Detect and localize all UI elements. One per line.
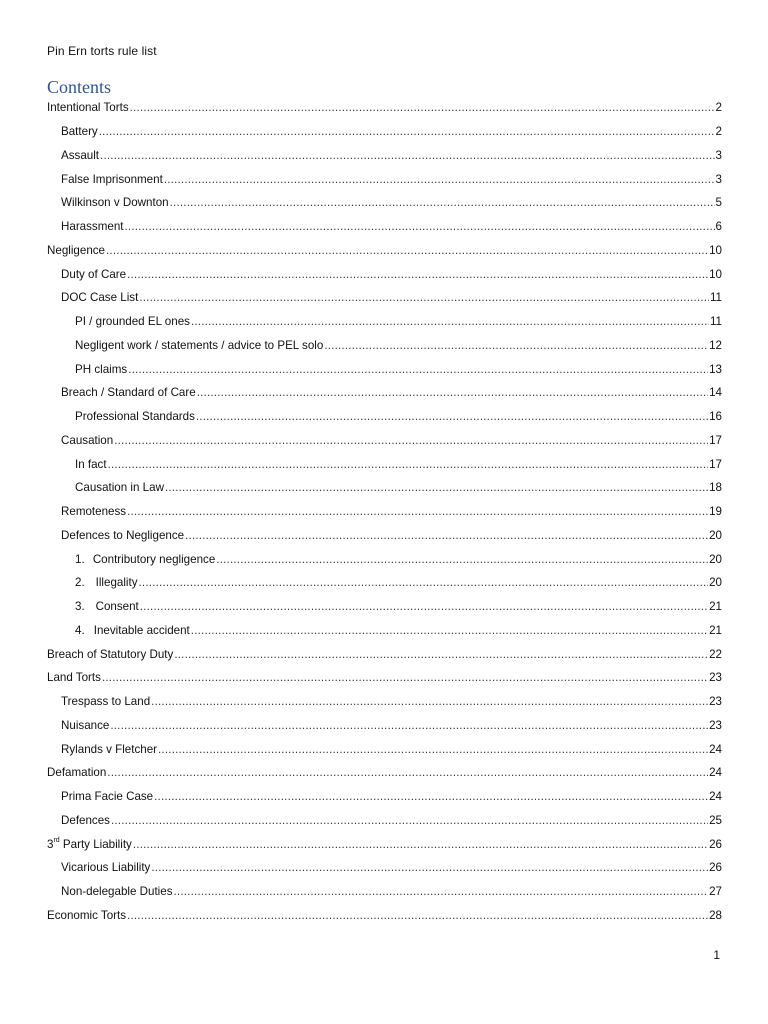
toc-entry-label: In fact <box>75 457 107 471</box>
toc-entry-page: 20 <box>709 528 722 542</box>
toc-entry[interactable] <box>47 476 722 500</box>
toc-entry-page: 5 <box>715 196 722 210</box>
toc-dot-leader <box>108 458 709 471</box>
toc-entry[interactable] <box>47 904 722 928</box>
toc-entry-page: 2 <box>715 101 722 115</box>
toc-entry[interactable] <box>47 167 722 191</box>
toc-entry-page: 17 <box>709 433 722 447</box>
toc-entry-page: 21 <box>709 623 722 637</box>
toc-entry-page: 28 <box>709 908 722 922</box>
toc-entry-number: 1. <box>75 552 85 566</box>
toc-entry-label: Contributory negligence <box>92 552 216 566</box>
toc-entry-label: Defamation <box>47 766 107 780</box>
toc-dot-leader <box>154 790 708 803</box>
toc-entry[interactable] <box>47 642 722 666</box>
toc-entry-label: Duty of Care <box>61 267 127 281</box>
toc-entry[interactable] <box>47 500 722 524</box>
toc-entry[interactable] <box>47 452 722 476</box>
toc-entry-page: 24 <box>709 790 722 804</box>
toc-entry-page: 24 <box>709 766 722 780</box>
toc-entry[interactable] <box>47 120 722 144</box>
toc-entry-page: 23 <box>709 718 722 732</box>
toc-entry[interactable] <box>47 856 722 880</box>
toc-entry-label: False Imprisonment <box>61 172 163 186</box>
toc-entry[interactable] <box>47 595 722 619</box>
toc-entry-label: Causation in Law <box>75 481 164 495</box>
toc-entry[interactable] <box>47 381 722 405</box>
toc-entry[interactable] <box>47 666 722 690</box>
toc-entry-page: 18 <box>709 481 722 495</box>
toc-entry-page: 11 <box>709 291 722 305</box>
toc-entry-label-prefix: 3 <box>47 837 54 851</box>
toc-entry-label: Prima Facie Case <box>61 790 154 804</box>
toc-dot-leader <box>111 814 708 827</box>
toc-dot-leader <box>106 244 708 257</box>
toc-entry[interactable] <box>47 832 722 856</box>
toc-dot-leader <box>140 600 708 613</box>
toc-entry[interactable] <box>47 761 722 785</box>
toc-entry-page: 25 <box>709 813 722 827</box>
toc-entry-page: 13 <box>709 362 722 376</box>
toc-dot-leader <box>158 743 708 756</box>
toc-entry[interactable] <box>47 714 722 738</box>
toc-entry-page: 20 <box>709 576 722 590</box>
toc-entry-page: 27 <box>709 885 722 899</box>
toc-dot-leader <box>324 339 708 352</box>
toc-entry-label: Breach / Standard of Care <box>61 386 196 400</box>
toc-dot-leader <box>151 695 708 708</box>
toc-entry-label: Harassment <box>61 220 124 234</box>
toc-entry-page: 10 <box>709 267 722 281</box>
toc-entry-label: Consent <box>95 600 139 614</box>
toc-entry-label: Remoteness <box>61 505 127 519</box>
toc-dot-leader <box>100 149 715 162</box>
toc-entry-label: Defences to Negligence <box>61 528 185 542</box>
toc-entry-label: Wilkinson v Downton <box>61 196 169 210</box>
toc-entry-label: Trespass to Land <box>61 695 151 709</box>
toc-entry-label: Defences <box>61 813 110 827</box>
toc-dot-leader <box>139 576 709 589</box>
toc-dot-leader <box>191 315 709 328</box>
toc-dot-leader <box>133 838 708 851</box>
toc-entry[interactable] <box>47 310 722 334</box>
toc-entry-page: 14 <box>709 386 722 400</box>
toc-entry-page: 23 <box>709 671 722 685</box>
table-of-contents <box>47 96 722 927</box>
toc-entry-label: DOC Case List <box>61 291 139 305</box>
toc-dot-leader <box>151 861 708 874</box>
toc-entry-page: 2 <box>715 125 722 139</box>
toc-entry[interactable] <box>47 405 722 429</box>
toc-dot-leader <box>139 291 709 304</box>
toc-entry[interactable] <box>47 547 722 571</box>
toc-dot-leader <box>170 196 715 209</box>
toc-dot-leader <box>127 505 708 518</box>
toc-dot-leader <box>174 648 708 661</box>
toc-entry-page: 12 <box>709 338 722 352</box>
toc-entry-label: Inevitable accident <box>93 623 190 637</box>
toc-entry-page: 3 <box>715 172 722 186</box>
toc-entry[interactable] <box>47 262 722 286</box>
toc-entry-number: 3. <box>75 600 85 614</box>
toc-entry[interactable] <box>47 429 722 453</box>
toc-entry-number: 4. <box>75 623 85 637</box>
toc-entry-label: Economic Torts <box>47 908 127 922</box>
toc-entry[interactable] <box>47 357 722 381</box>
toc-entry-page: 22 <box>709 647 722 661</box>
toc-entry[interactable] <box>47 785 722 809</box>
toc-dot-leader <box>130 101 715 114</box>
toc-entry-label: Land Torts <box>47 671 101 685</box>
toc-entry[interactable] <box>47 144 722 168</box>
toc-entry-label: Assault <box>61 148 100 162</box>
toc-entry[interactable] <box>47 619 722 643</box>
toc-entry-label-rest: Party Liability <box>59 837 132 851</box>
toc-entry-label-superscript: rd <box>53 836 60 844</box>
toc-entry-label: Intentional Torts <box>47 101 129 115</box>
document-title: Pin Ern torts rule list <box>47 44 157 58</box>
toc-dot-leader <box>185 529 708 542</box>
toc-entry[interactable] <box>47 239 722 263</box>
contents-heading: Contents <box>47 77 112 97</box>
toc-dot-leader <box>114 434 708 447</box>
toc-entry-label: PH claims <box>75 362 128 376</box>
toc-dot-leader <box>128 363 708 376</box>
toc-entry-page: 19 <box>709 505 722 519</box>
toc-entry-label: Negligent work / statements / advice to PEL solo <box>75 338 324 352</box>
toc-entry-page: 11 <box>709 315 722 329</box>
toc-entry[interactable] <box>47 524 722 548</box>
toc-entry-label: Negligence <box>47 243 106 257</box>
toc-dot-leader <box>99 125 715 138</box>
toc-entry-page: 17 <box>709 457 722 471</box>
toc-entry[interactable] <box>47 880 722 904</box>
toc-entry[interactable] <box>47 809 722 833</box>
toc-entry-page: 6 <box>715 220 722 234</box>
toc-dot-leader <box>191 624 708 637</box>
toc-entry-page: 26 <box>709 861 722 875</box>
toc-entry-number: 2. <box>75 576 85 590</box>
toc-entry-label: Vicarious Liability <box>61 861 151 875</box>
toc-dot-leader <box>164 173 715 186</box>
toc-dot-leader <box>165 481 708 494</box>
toc-dot-leader <box>110 719 708 732</box>
toc-entry-page: 10 <box>709 243 722 257</box>
page-number: 1 <box>713 948 720 962</box>
toc-entry-label: Battery <box>61 125 98 139</box>
toc-dot-leader <box>197 386 708 399</box>
toc-entry-label: Causation <box>61 433 114 447</box>
toc-entry-label: Rylands v Fletcher <box>61 742 158 756</box>
toc-entry-label: Non-delegable Duties <box>61 885 173 899</box>
toc-entry[interactable] <box>47 334 722 358</box>
toc-entry-page: 20 <box>709 552 722 566</box>
toc-entry[interactable] <box>47 215 722 239</box>
toc-entry-label: Illegality <box>95 576 138 590</box>
toc-entry[interactable] <box>47 96 722 120</box>
toc-entry[interactable] <box>47 690 722 714</box>
toc-dot-leader <box>125 220 715 233</box>
toc-entry[interactable] <box>47 191 722 215</box>
toc-entry-page: 21 <box>709 600 722 614</box>
toc-dot-leader <box>127 909 708 922</box>
toc-entry-label: Breach of Statutory Duty <box>47 647 174 661</box>
toc-entry-label <box>47 838 132 851</box>
toc-dot-leader <box>174 885 709 898</box>
toc-dot-leader <box>127 268 708 281</box>
toc-entry-page: 23 <box>709 695 722 709</box>
toc-entry-label: PI / grounded EL ones <box>75 315 190 329</box>
toc-entry-label: Professional Standards <box>75 410 195 424</box>
toc-entry-label: Nuisance <box>61 718 110 732</box>
toc-entry[interactable] <box>47 286 722 310</box>
toc-entry[interactable] <box>47 571 722 595</box>
toc-entry-page: 26 <box>709 837 722 851</box>
toc-dot-leader <box>196 410 708 423</box>
toc-entry-page: 24 <box>709 742 722 756</box>
toc-dot-leader <box>216 553 708 566</box>
toc-entry[interactable] <box>47 737 722 761</box>
toc-dot-leader <box>107 766 708 779</box>
toc-entry-page: 3 <box>715 148 722 162</box>
toc-dot-leader <box>102 671 708 684</box>
toc-entry-page: 16 <box>709 410 722 424</box>
